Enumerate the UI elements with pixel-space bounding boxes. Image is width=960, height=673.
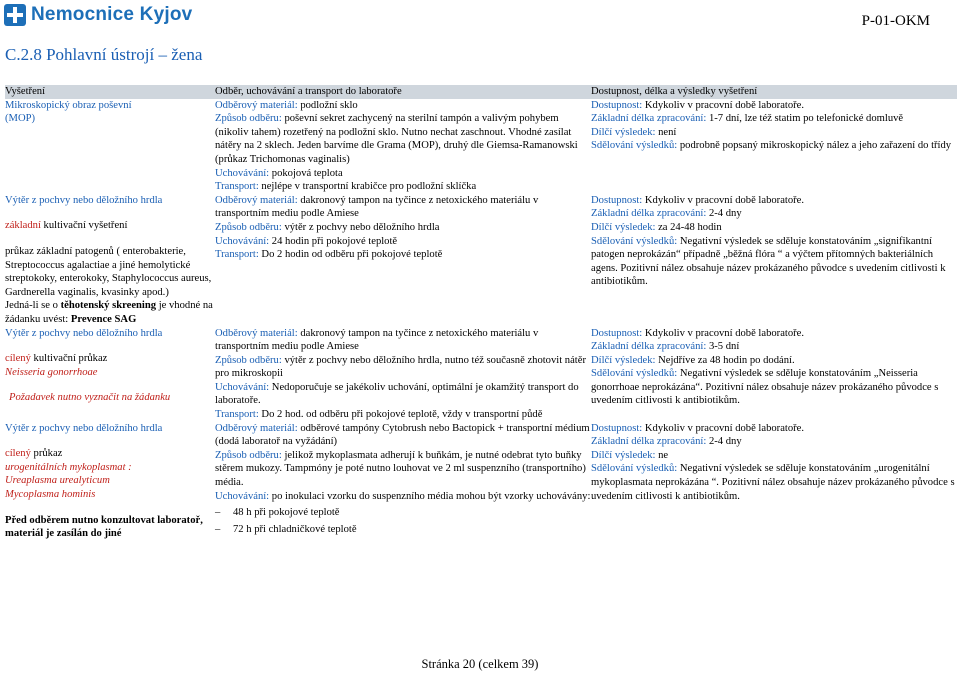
exam-cell [5,327,215,422]
label-material: Odběrový materiál: [215,99,298,111]
storage-option-text: 72 h při chladničkové teplotě [233,523,357,535]
text-storage: pokojová teplota [269,167,343,179]
text-method: výtěr z pochvy nebo děložního hrdla, nutno též současně zhotovit nátěr pro mikroskopii [215,354,586,380]
storage-option: – 48 h při pokojové teplotě [215,507,340,519]
page-footer: Stránka 20 (celkem 39) [421,657,539,671]
exam-description: průkaz základní patogenů ( enterobakterie, Streptococcus agalactiae a jiné hemolytické streptokoky, enterokoky, Staphylococcus aureus, Gardnerella vaginalis, kvasinky apod.) [5,245,212,298]
label-duration: Základní délka zpracování: [591,436,707,448]
label-reporting: Sdělování výsledků: [591,463,678,475]
text-reporting: Negativní výsledek se sděluje konstatováním „urogenitální mykoplasmata neprokázána “. Pozitivní nález obsahuje název prokázaného původce s uvedením citlivosti k antibiotikům. [591,463,955,502]
exam-cell [5,422,215,541]
text-transport: nejlépe v transportní krabičce pro podložní sklíčka [258,181,477,193]
label-transport: Transport: [215,181,259,193]
text-material: odběrové tampóny Cytobrush nebo Bactopick + transportní médium (dodá laboratoř na vyžádání) [215,422,590,448]
text-method: výtěr z pochvy nebo děložního hrdla [281,221,440,233]
exam-type-text: kultivační průkaz [30,353,108,365]
label-method: Způsob odběru: [215,354,282,366]
text-material: podložní sklo [297,99,358,111]
label-duration: Základní délka zpracování: [591,113,707,125]
label-method: Způsob odběru: [215,221,282,233]
note-part-bold: Prevence SAG [70,313,137,325]
hospital-cross-icon [4,4,26,26]
exam-name: Výtěr z pochvy nebo děložního hrdla [5,194,163,206]
label-storage: Uchovávání: [215,490,270,502]
storage-option: – 72 h při chladničkové teplotě [215,523,357,535]
text-method: jelikož mykoplasmata adherují k buňkám, je nutné odebrat tyto buňky stěrem mukozy. Tampmóny je poté nutno louhovat ve 2 ml suspenzního (transportního) média. [215,449,586,489]
label-partial: Dílčí výsledek: [591,354,656,366]
exam-type-red: základní [5,220,41,232]
label-reporting: Sdělování výsledků: [591,235,678,247]
text-reporting: podrobně popsaný mikroskopický nález a jeho zařazení do třídy [677,140,952,152]
table-row [5,194,957,327]
text-availability: Kdykoliv v pracovní době laboratoře. [642,99,805,111]
table-row [5,327,957,422]
availability-cell [591,194,957,327]
col-header-exam: Vyšetření [5,85,215,99]
organism-name: Ureaplasma urealyticum [5,475,110,487]
exam-abbrev: (MOP) [5,113,36,125]
availability-cell [591,422,957,541]
organism-name: Mycoplasma hominis [5,489,96,501]
col-header-collection: Odběr, uchovávání a transport do laboratoře [215,85,591,99]
text-storage: 24 hodin při pokojové teplotě [269,235,398,247]
exam-type-text: průkaz [30,448,63,460]
label-partial: Dílčí výsledek: [591,221,656,233]
exam-type-red: cílený [5,353,31,365]
text-duration: 2-4 dny [706,436,742,448]
text-reporting: Negativní výsledek se sděluje konstatováním „signifikantní patogen neprokázán“ případně „běžná flóra “ a výčtem přítomných bakteriálních agens. Pozitivní nález obsahuje název prokázaného původce s uvedením citlivosti k antibiotikům. [591,235,946,288]
label-storage: Uchovávání: [215,381,270,393]
label-material: Odběrový materiál: [215,422,298,434]
label-storage: Uchovávání: [215,167,270,179]
consult-note: Před odběrem nutno konzultovat laboratoř, materiál je zasílán do jiné [5,514,203,540]
label-duration: Základní délka zpracování: [591,341,707,353]
label-duration: Základní délka zpracování: [591,208,707,220]
logo-text: Nemocnice Kyjov [31,4,193,25]
label-reporting: Sdělování výsledků: [591,368,678,380]
exam-cell [5,99,215,194]
note-part: je vhodné na žádanku uvést: [5,300,213,325]
section-title: C.2.8 Pohlavní ústrojí – žena [5,45,203,64]
text-partial: není [655,126,677,138]
collection-cell [215,422,591,541]
label-partial: Dílčí výsledek: [591,449,656,461]
text-availability: Kdykoliv v pracovní době laboratoře. [642,327,805,339]
label-availability: Dostupnost: [591,194,643,206]
text-method: poševní sekret zachycený na sterilní tampón a valivým pohybem (nikoliv tahem) rozetřený na podložní sklo. Nutno nechat zaschnout. Vhodné zasílat nátěry na 2 sklech. Jeden barvíme dle Grama (MOP), druhý dle Giemsa-Ramanowski (průkaz Trichomonas vaginalis) [215,113,578,165]
text-material: dakronový tampon na tyčince z netoxického materiálu v transportním mediu podle Amiese [215,327,539,353]
label-partial: Dílčí výsledek: [591,126,656,138]
pregnancy-note [5,299,215,326]
exam-cell [5,194,215,327]
exam-name: Mikroskopický obraz poševní [5,99,132,111]
label-material: Odběrový materiál: [215,327,298,339]
text-storage: po inokulaci vzorku do suspenzního média mohou být vzorky uchovávány: [269,490,591,502]
exam-type-red: cílený [5,448,31,460]
text-partial: Nejdříve za 48 hodin po dodání. [655,354,795,366]
col-header-availability: Dostupnost, délka a výsledky vyšetření [591,85,957,99]
label-availability: Dostupnost: [591,422,643,434]
label-storage: Uchovávání: [215,235,270,247]
label-availability: Dostupnost: [591,99,643,111]
note-part-bold: těhotenský skreening [60,300,157,312]
text-duration: 1-7 dní, lze též statim po telefonické domluvě [706,113,904,125]
exam-name: Výtěr z pochvy nebo děložního hrdla [5,327,163,339]
label-availability: Dostupnost: [591,327,643,339]
text-material: dakronový tampon na tyčince z netoxického materiálu v transportním mediu podle Amiese [215,194,539,220]
text-availability: Kdykoliv v pracovní době laboratoře. [642,194,805,206]
exam-name: Výtěr z pochvy nebo děložního hrdla [5,422,163,434]
request-note: Požadavek nutno vyznačit na žádanku [9,392,171,404]
table-row [5,99,957,194]
label-material: Odběrový materiál: [215,194,298,206]
exam-type-text: kultivační vyšetření [40,220,128,232]
organism-group: urogenitálních mykoplasmat : [5,461,132,473]
collection-cell [215,194,591,327]
table-row [5,422,957,541]
text-storage: Nedoporučuje se jakékoliv uchování, optimální je okamžitý transport do laboratoře. [215,381,579,407]
text-reporting: Negativní výsledek se sděluje konstatováním „Neisseria gonorrhoae neprokázána“. Pozitivní nález obsahuje název prokázaného původce s uvedením citlivosti k antibiotikům. [591,368,939,407]
label-method: Způsob odběru: [215,449,282,461]
organism-name: Neisseria gonorrhoae [5,366,98,378]
document-code: P-01-OKM [861,13,930,29]
collection-cell [215,327,591,422]
label-transport: Transport: [215,409,259,421]
text-duration: 3-5 dní [706,341,740,353]
text-transport: Do 2 hodin od odběru při pokojové teplotě [258,249,443,261]
label-reporting: Sdělování výsledků: [591,140,678,152]
hospital-logo [4,4,192,26]
text-duration: 2-4 dny [706,208,742,220]
text-partial: za 24-48 hodin [655,221,722,233]
availability-cell [591,327,957,422]
note-part: Jedná-li se o [5,300,61,312]
exam-table [5,85,957,541]
label-method: Způsob odběru: [215,113,282,125]
text-transport: Do 2 hod. od odběru při pokojové teplotě, vždy v transportní půdě [258,409,543,421]
storage-option-text: 48 h při pokojové teplotě [233,507,340,519]
text-partial: ne [655,449,669,461]
label-transport: Transport: [215,249,259,261]
table-header-row [5,85,957,99]
collection-cell [215,99,591,194]
text-availability: Kdykoliv v pracovní době laboratoře. [642,422,805,434]
availability-cell [591,99,957,194]
